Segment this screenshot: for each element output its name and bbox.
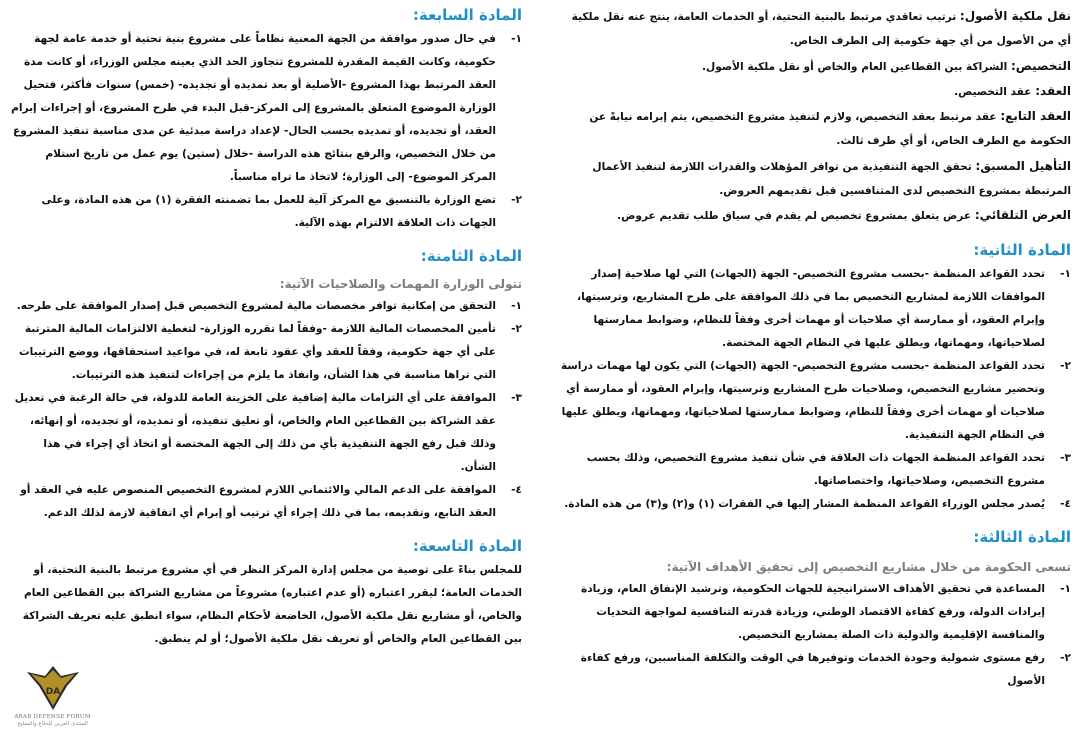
list-item bbox=[10, 295, 522, 318]
right-column bbox=[560, 0, 1071, 739]
article-9-heading: المادة التاسعة: bbox=[412, 537, 522, 555]
article-3-list bbox=[560, 578, 1071, 693]
definition-text: عقد التخصيص. bbox=[954, 85, 1036, 98]
article-3-subheading: تسعى الحكومة من خلال مشاريع التخصيص إلى تحقيق الأهداف الآتية: bbox=[666, 559, 1071, 574]
item-number: ٤- bbox=[1060, 497, 1071, 510]
item-number: ٢- bbox=[511, 194, 522, 206]
logo-arabic-name: المنتدى العربي للدفاع والتسليح bbox=[17, 721, 88, 727]
definitions-list bbox=[560, 4, 1071, 229]
definition-term: التأهيل المسبق: bbox=[975, 158, 1071, 173]
list-item bbox=[560, 355, 1071, 447]
eagle-emblem-icon bbox=[23, 662, 83, 714]
item-text: في حال صدور موافقة من الجهة المعنية نظاماً على مشروع بنية تحتية أو خدمة عامة لجهة حكومية، وكانت القيمة المقدرة للمشروع تتجاوز الحد الذي يعينه مجلس الوزراء، أو كانت مدة العقد المرتبط بهذا المشروع -الأصلية أو بعد تمديده أو تجديده- (خمس) سنوات فأكثر، فتحيل الوزارة الموضوع المتعلق بالمشروع إلى المركز-قبل البدء في طرح المشروع، أو إجراءات إبرام العقد، أو تجديده، أو تمديده بحسب الحال- لإعداد دراسة مبدئية عن مدى مناسبة تنفيذ المشروع من خلال التخصيص، والرفع بنتائج هذه الدراسة -خلال (ستين) يوم عمل من تاريخ استلام المركز الموضوع- إلى الوزارة؛ لاتخاذ ما تراه مناسباً. bbox=[11, 33, 496, 183]
definition-item bbox=[560, 4, 1071, 54]
article-8-subheading: تتولى الوزارة المهمات والصلاحيات الآتية: bbox=[279, 277, 522, 291]
list-item bbox=[10, 479, 522, 525]
definition-item bbox=[560, 104, 1071, 154]
item-text: التحقق من إمكانية توافر مخصصات مالية لمشروع التخصيص قبل إصدار الموافقة على طرحه. bbox=[16, 300, 496, 312]
list-item bbox=[10, 28, 522, 189]
definition-item bbox=[560, 203, 1071, 228]
item-text: تضع الوزارة بالتنسيق مع المركز آلية للعمل بما تضمنته الفقرة (١) من هذه المادة، وعلى الجهات ذات العلاقة الالتزام بهذه الآلية. bbox=[41, 194, 496, 229]
definition-text: الشراكة بين القطاعين العام والخاص أو نقل ملكية الأصول. bbox=[702, 60, 1011, 73]
item-text: تأمين المخصصات المالية اللازمة -وفقاً لما تقرره الوزارة- لتغطية الالتزامات المالية المترتبة على أي جهة حكومية، وفقاً للعقد وأي عقود تابعة له، في مواعيد استحقاقها، ووضع الترتيبات التي تراها مناسبة في هذا الشأن، وانفاذ ما يلزم من إجراءات لتنفيذ هذه الترتيبات. bbox=[19, 323, 496, 381]
definition-item bbox=[560, 54, 1071, 79]
item-number: ٣- bbox=[511, 392, 522, 404]
item-number: ٣- bbox=[1060, 451, 1071, 464]
list-item bbox=[560, 447, 1071, 493]
article-7-list bbox=[10, 28, 522, 235]
definition-item bbox=[560, 154, 1071, 204]
list-item bbox=[560, 578, 1071, 647]
definition-term: العقد: bbox=[1035, 83, 1071, 98]
logo-monogram: DA bbox=[45, 687, 60, 697]
item-number: ٢- bbox=[511, 323, 522, 335]
definition-term: العقد التابع: bbox=[1000, 109, 1071, 124]
definition-term: نقل ملكية الأصول: bbox=[959, 9, 1071, 23]
item-text: المساعدة في تحقيق الأهداف الاستراتيجية للجهات الحكومية، وترشيد الإنفاق العام، وزيادة إيرادات الدولة، ورفع كفاءة الاقتصاد الوطني، وزيادة قدرته التنافسية لمواجهة التحديات والمنافسة الإقليمية والدولية ذات الصلة بمشاريع التخصيص. bbox=[580, 582, 1045, 641]
left-column bbox=[10, 0, 522, 739]
list-item bbox=[560, 263, 1071, 355]
definition-text: عقد مرتبط بعقد التخصيص، ولازم لتنفيذ مشروع التخصيص، يتم إبرامه نيابةً عن الحكومة مع الطرف الخاص، أو أي طرف ثالث. bbox=[589, 111, 1071, 148]
article-8-list bbox=[10, 295, 522, 525]
item-text: الموافقة على أي التزامات مالية إضافية على الخزينة العامة للدولة، في حالة الرغبة في تعديل عقد الشراكة بين القطاعين العام والخاص، أو تعليق تنفيذه، أو تمديده، أو تجديده، أو إنهائه، وذلك قبل رفع الجهة التنفيذية بأي من ذلك إلى الجهة المختصة أو اتخاذ أي إجراء في هذا الشأن. bbox=[14, 392, 496, 473]
definition-text: عرض يتعلق بمشروع تخصيص لم يقدم في سياق طلب تقديم عروض. bbox=[617, 210, 975, 223]
article-7-heading: المادة السابعة: bbox=[412, 6, 522, 24]
article-9-text: للمجلس بناءً على توصية من مجلس إدارة المركز النظر في أي مشروع مرتبط بالبنية التحتية، أو الخدمات العامة؛ ليقرر اعتباره (أو عدم اعتباره) مشروعاً من مشاريع الشراكة بين القطاعين العام والخاص، أو مشاريع نقل ملكية الأصول، الخاضعة لأحكام النظام، سواء انطبق عليه تعريف الشراكة بين القطاعين العام والخاص أو تعريف نقل ملكية الأصول؛ أو لم ينطبق. bbox=[22, 564, 522, 645]
definition-term: التخصيص: bbox=[1010, 58, 1071, 73]
item-number: ١- bbox=[1060, 267, 1071, 280]
item-number: ٢- bbox=[1060, 651, 1071, 664]
item-text: رفع مستوى شمولية وجودة الخدمات وتوفيرها في الوقت والتكلفة المناسبين، ورفع كفاءة الأصول bbox=[580, 651, 1045, 687]
list-item bbox=[10, 318, 522, 387]
list-item bbox=[10, 189, 522, 235]
definition-item bbox=[560, 79, 1071, 104]
article-2-list bbox=[560, 263, 1071, 516]
item-number: ١- bbox=[511, 33, 522, 45]
list-item bbox=[560, 647, 1071, 693]
definition-text: ترتيب تعاقدي مرتبط بالبنية التحتية، أو الخدمات العامة، ينتج عنه نقل ملكية أي من الأصول من أي جهة حكومية إلى الطرف الخاص. bbox=[571, 11, 1071, 48]
article-2-heading: المادة الثانية: bbox=[973, 240, 1071, 259]
list-item bbox=[10, 387, 522, 479]
item-text: تحدد القواعد المنظمة -بحسب مشروع التخصيص- الجهة (الجهات) التي لها صلاحية إصدار الموافقات اللازمة لمشاريع التخصيص بما في ذلك الموافقة على طرح المشاريع، وترسيتها، وإبرام العقود، أو ممارسة أي صلاحيات أو مهمات أخرى وفقاً للنظام، وضوابط ممارستها لصلاحياتها، ومهماتها، ويطلق عليها في النظام الجهة المختصة. bbox=[577, 267, 1045, 349]
item-number: ١- bbox=[1060, 582, 1071, 595]
item-text: تحدد القواعد المنظمة -بحسب مشروع التخصيص- الجهة (الجهات) التي يكون لها مهمات دراسة وتحضير مشاريع التخصيص، وصلاحيات طرح المشاريع وترسيتها، وإبرام العقود، أو ممارسة أي صلاحيات أو مهمات أخرى وفقاً للنظام، وضوابط ممارستها لصلاحياتها، ومهماتها، ويطلق عليها في النظام الجهة التنفيذية. bbox=[560, 359, 1045, 441]
logo-english-name: ARAB DEFENSE FORUM bbox=[14, 714, 91, 720]
article-8-heading: المادة الثامنة: bbox=[420, 247, 522, 265]
item-text: يُصدر مجلس الوزراء القواعد المنظمة المشار إليها في الفقرات (١) و(٢) و(٣) من هذه المادة. bbox=[564, 497, 1045, 510]
definition-term: العرض التلقائي: bbox=[974, 208, 1071, 223]
item-text: الموافقة على الدعم المالي والائتماني اللازم لمشروع التخصيص المنصوص عليه في العقد أو العقد التابع، وتقديمه، بما في ذلك إجراء أي ترتيب أو إبرام أي اتفاقية لازمة لذلك الدعم. bbox=[20, 484, 496, 519]
list-item bbox=[560, 493, 1071, 516]
definition-text: تحقق الجهة التنفيذية من توافر المؤهلات والقدرات اللازمة لتنفيذ الأعمال المرتبطة بمشروع التخصيص لدى المتنافسين قبل تقديمهم العروض. bbox=[592, 160, 1071, 198]
item-text: تحدد القواعد المنظمة الجهات ذات العلاقة في شأن تنفيذ مشروع التخصيص، وذلك بحسب مشروع التخصيص، وصلاحياتها، واختصاصاتها. bbox=[586, 451, 1045, 487]
item-number: ١- bbox=[511, 300, 522, 312]
item-number: ٤- bbox=[511, 484, 522, 496]
item-number: ٢- bbox=[1060, 359, 1071, 372]
article-3-heading: المادة الثالثة: bbox=[973, 527, 1071, 546]
arab-defense-forum-logo bbox=[0, 662, 105, 739]
